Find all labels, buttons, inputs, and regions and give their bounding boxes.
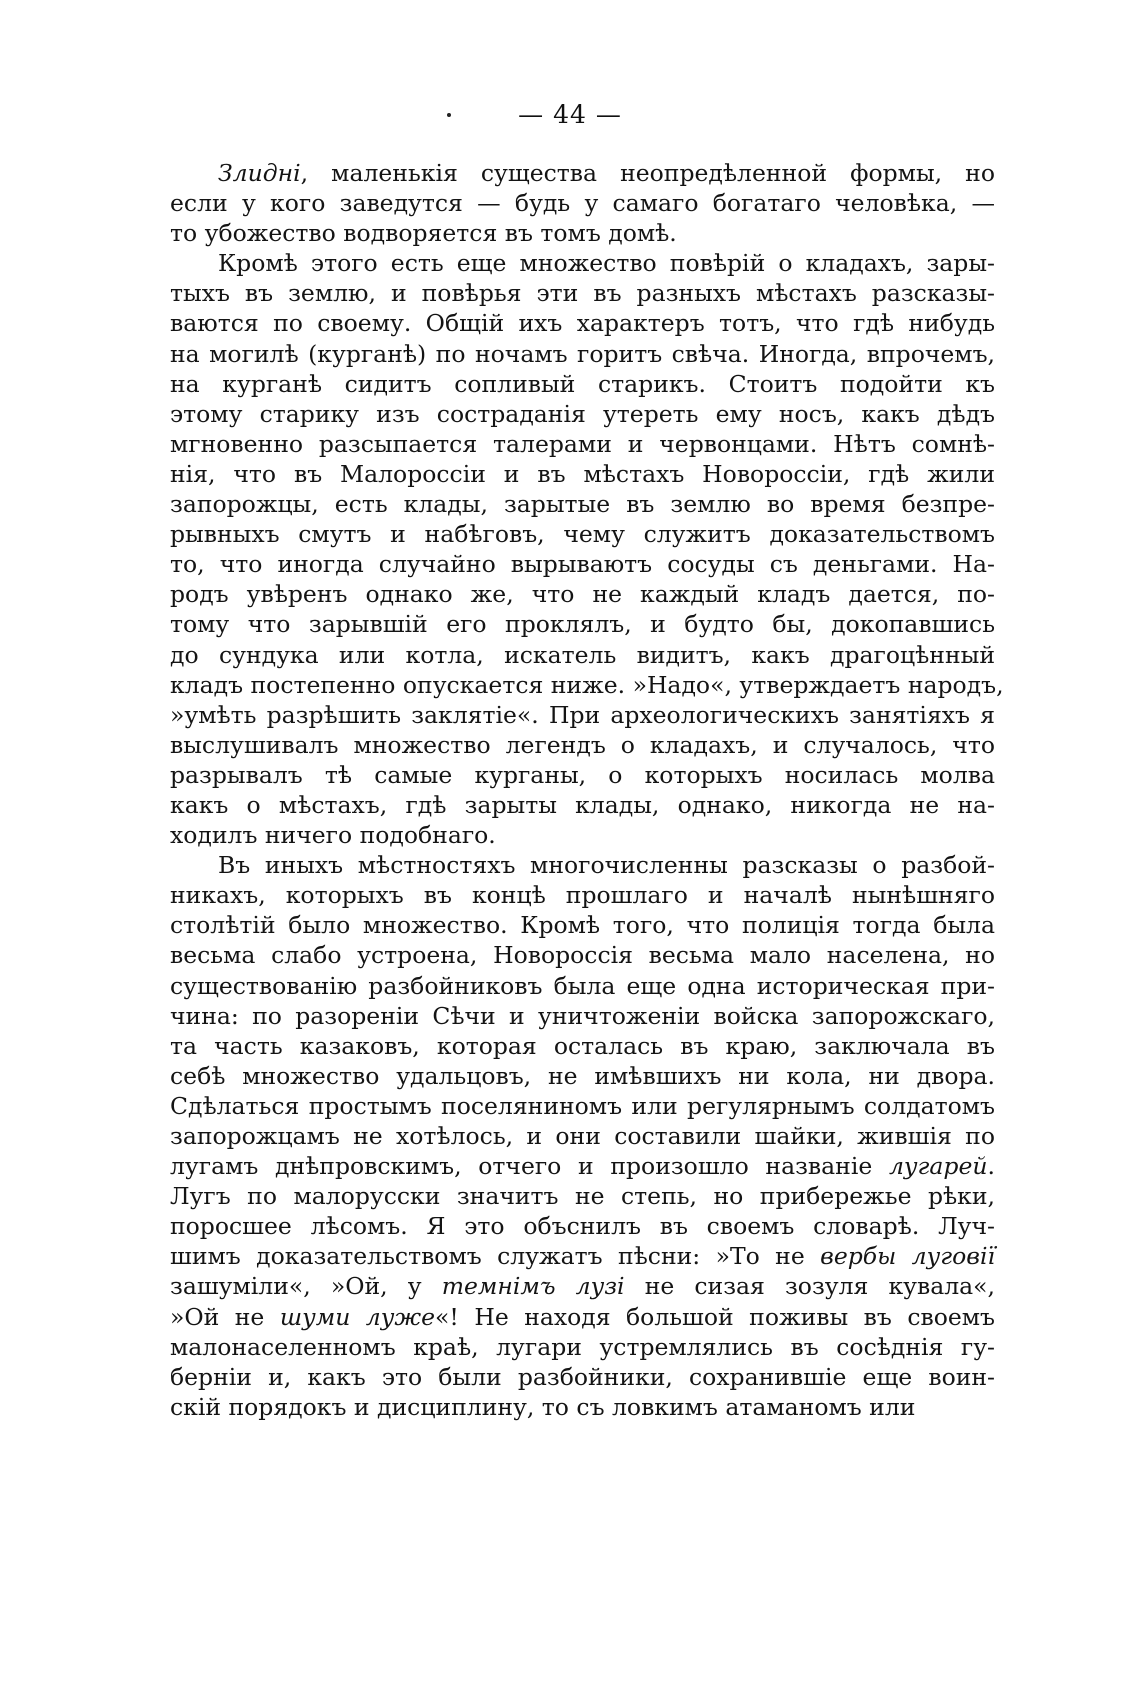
text-line: какъ о мѣстахъ, гдѣ зарыты клады, однако, никогда не на- bbox=[170, 790, 995, 819]
text-line: Лугъ по малорусски значитъ не степь, но прибережье рѣки, bbox=[170, 1182, 995, 1211]
text-line: мгновенно разсыпается талерами и червонцами. Нѣтъ сомнѣ- bbox=[170, 429, 995, 458]
text-line: поросшее лѣсомъ. Я это объснилъ въ своемъ словарѣ. Луч- bbox=[170, 1212, 995, 1241]
text-line: весьма слабо устроена, Новороссія весьма мало населена, но bbox=[170, 941, 995, 970]
text-line bbox=[170, 1271, 995, 1301]
text-line: выслушивалъ множество легендъ о кладахъ, и случалось, что bbox=[170, 730, 995, 759]
text-line: этому старику изъ состраданія утереть ему носъ, какъ дѣдъ bbox=[170, 399, 995, 428]
text-line: Кромѣ этого есть еще множество повѣрій о кладахъ, зары- bbox=[218, 249, 995, 278]
text-run: лугамъ днѣпровскимъ, отчего и произошло названіе bbox=[170, 1152, 889, 1181]
text-line: запорожцы, есть клады, зарытые въ землю во время безпре- bbox=[170, 490, 995, 519]
text-run: шуми луже bbox=[279, 1302, 436, 1331]
text-run: . bbox=[987, 1152, 995, 1181]
text-line: ходилъ ничего подобнаго. bbox=[170, 821, 496, 850]
text-line bbox=[170, 1241, 995, 1271]
text-line: Сдѣлаться простымъ поселяниномъ или регулярнымъ солдатомъ bbox=[170, 1091, 995, 1120]
text-run: вербы луговії bbox=[820, 1242, 995, 1271]
text-line: запорожцамъ не хотѣлось, и они составили шайки, жившія по bbox=[170, 1122, 995, 1150]
text-line: разрывалъ тѣ самые курганы, о которыхъ носилась молва bbox=[170, 760, 995, 789]
text-line: скій порядокъ и дисциплину, то съ ловкимъ атаманомъ или bbox=[170, 1392, 916, 1421]
text-line: малонаселенномъ краѣ, лугари устремлялись въ сосѣднія гу- bbox=[170, 1332, 995, 1361]
text-line: тому что зарывшій его проклялъ, и будто бы, докопавшись bbox=[170, 610, 995, 639]
body-text bbox=[170, 158, 1004, 1422]
text-line: »умѣть разрѣшить заклятіе«. При археологическихъ занятіяхъ я bbox=[170, 700, 995, 729]
text-line: то, что иногда случайно вырываютъ сосуды съ деньгами. На- bbox=[170, 550, 995, 579]
text-line: если у кого заведутся — будь у самаго богатаго человѣка, — bbox=[170, 189, 995, 218]
text-line: до сундука или котла, искатель видитъ, какъ драгоцѣнный bbox=[170, 640, 995, 669]
text-line: то убожество водворяется въ томъ домѣ. bbox=[170, 219, 677, 248]
text-run: шимъ доказательствомъ служатъ пѣсни: »То не bbox=[170, 1242, 821, 1271]
text-line bbox=[170, 1151, 995, 1181]
text-line: себѣ множество удальцовъ, не имѣвшихъ ни кола, ни двора. bbox=[170, 1061, 995, 1090]
text-line: Въ иныхъ мѣстностяхъ многочисленны разсказы о разбой- bbox=[218, 851, 995, 880]
text-line: ваются по своему. Общій ихъ характеръ тотъ, что гдѣ нибудь bbox=[170, 309, 995, 338]
text-line: существованію разбойниковъ была еще одна историческая при- bbox=[170, 971, 995, 1000]
text-line bbox=[170, 1302, 995, 1332]
text-line: столѣтій было множество. Кромѣ того, что полиція тогда была bbox=[170, 911, 995, 940]
text-run: темнімъ лузі bbox=[441, 1272, 625, 1301]
text-run: зашуміли«, »Ой, у bbox=[170, 1272, 442, 1301]
paragraph bbox=[170, 850, 995, 1422]
text-run: лугарей bbox=[888, 1152, 988, 1181]
text-line: берніи и, какъ это были разбойники, сохранившіе еще воин- bbox=[170, 1362, 995, 1391]
text-run: не сизая зозуля кувала«, bbox=[624, 1272, 996, 1301]
paragraph bbox=[170, 158, 995, 248]
text-run: Злидні bbox=[218, 159, 301, 187]
text-line: никахъ, которыхъ въ концѣ прошлаго и началѣ нынѣшняго bbox=[170, 881, 995, 910]
text-line: та часть казаковъ, которая осталась въ краю, заключала въ bbox=[170, 1031, 995, 1060]
text-line: кладъ постепенно опускается ниже. »Надо«, утверждаетъ народъ, bbox=[170, 670, 1004, 699]
text-line: рывныхъ смутъ и набѣговъ, чему служитъ доказательствомъ bbox=[170, 520, 995, 549]
text-line bbox=[170, 158, 995, 188]
text-line: на могилѣ (курганѣ) по ночамъ горитъ свѣча. Иногда, впрочемъ, bbox=[170, 339, 995, 368]
page-number: — 44 — bbox=[518, 100, 622, 129]
text-line: тыхъ въ землю, и повѣрья эти въ разныхъ мѣстахъ разсказы- bbox=[170, 279, 995, 308]
text-line: нія, что въ Малороссіи и въ мѣстахъ Новороссіи, гдѣ жили bbox=[170, 459, 995, 488]
text-run: , маленькія существа неопредѣленной формы, но bbox=[300, 159, 995, 187]
text-line: родъ увѣренъ однако же, что не каждый кладъ дается, по- bbox=[170, 580, 995, 609]
text-run: «! Не находя большой поживы въ своемъ bbox=[435, 1302, 995, 1331]
paragraph bbox=[170, 248, 1004, 850]
text-line: чина: по разореніи Сѣчи и уничтоженіи войска запорожскаго, bbox=[170, 1001, 995, 1030]
text-line: на курганѣ сидитъ сопливый старикъ. Стоитъ подойти къ bbox=[170, 369, 995, 398]
text-run: »Ой не bbox=[170, 1302, 280, 1331]
